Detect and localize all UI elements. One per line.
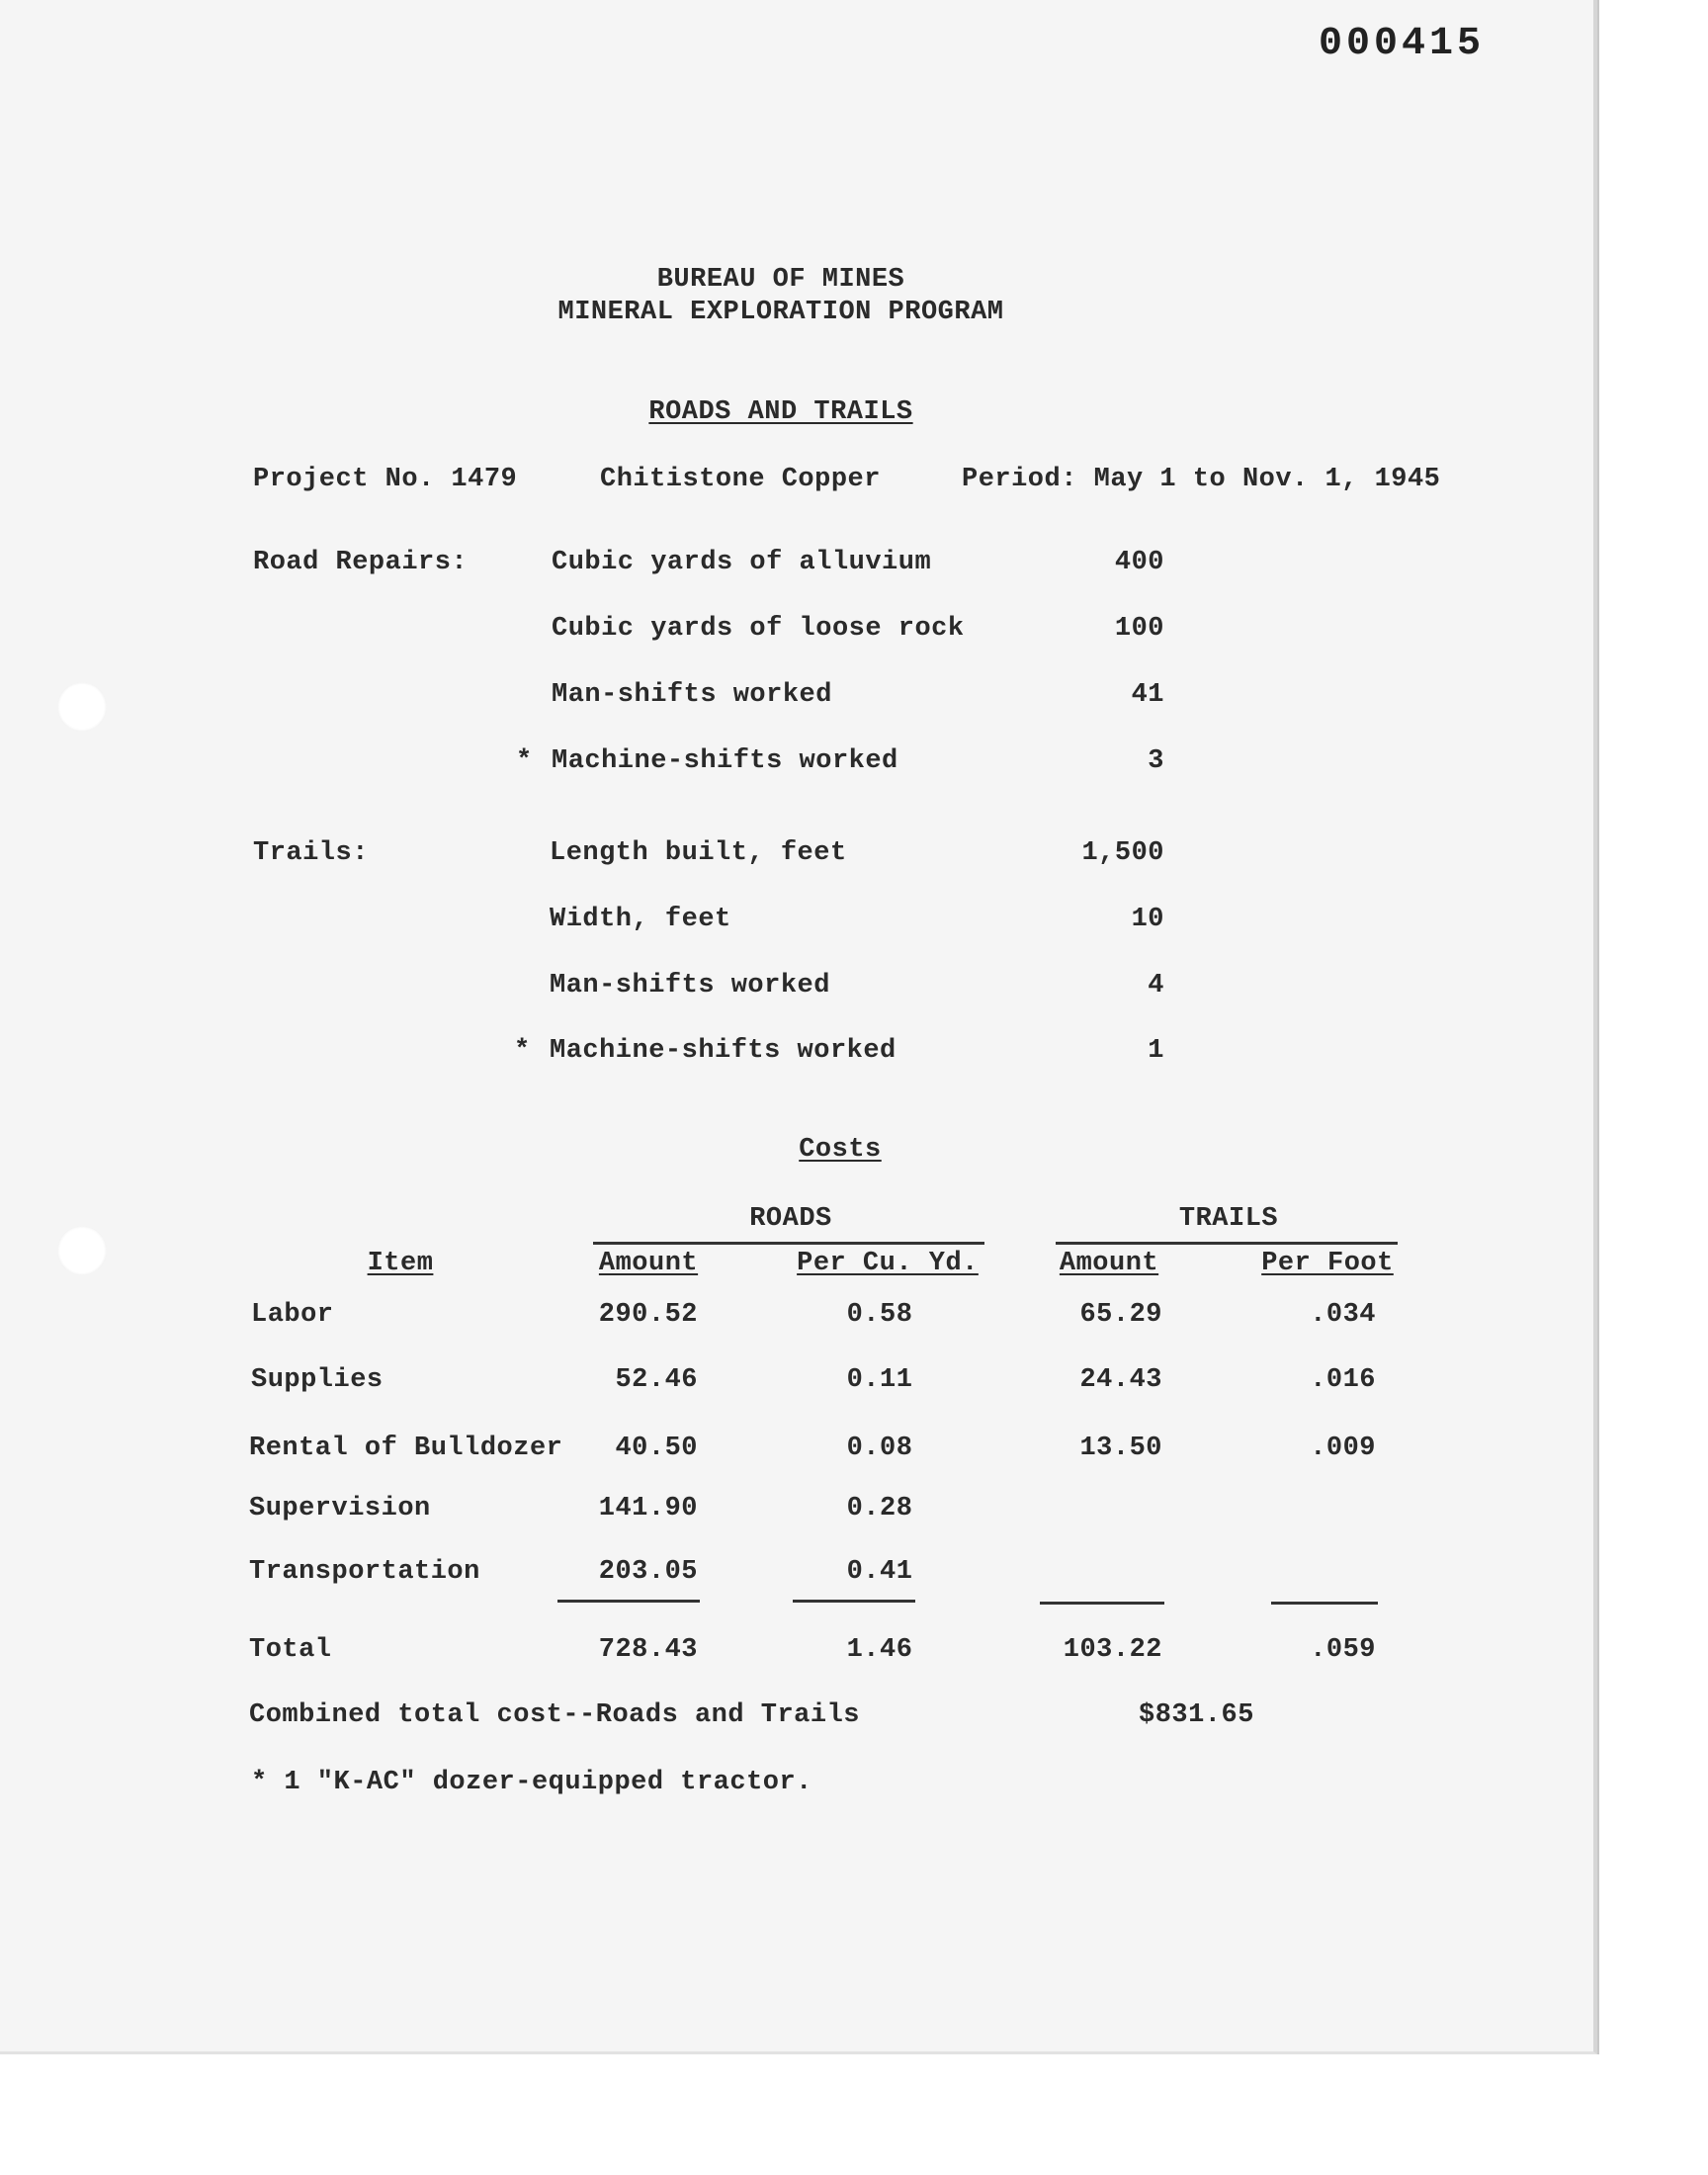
column-header-roads-per: Per Cu. Yd. bbox=[797, 1249, 979, 1278]
cell-item: Total bbox=[249, 1635, 332, 1665]
combined-total-value: $831.65 bbox=[1139, 1700, 1254, 1730]
road-repairs-label: Road Repairs: bbox=[253, 548, 469, 577]
trail-item-label: Man-shifts worked bbox=[550, 971, 830, 1000]
cell-roads-per: 0.28 bbox=[846, 1494, 913, 1523]
agency-heading: BUREAU OF MINES bbox=[656, 265, 905, 295]
cell-trails-amount: 24.43 bbox=[1079, 1365, 1162, 1395]
cell-trails-per: .034 bbox=[1310, 1300, 1376, 1330]
cell-roads-amount: 290.52 bbox=[598, 1300, 698, 1330]
cell-trails-amount: 103.22 bbox=[1063, 1635, 1162, 1665]
trails-group-header: TRAILS bbox=[1178, 1204, 1279, 1234]
cell-trails-per: .009 bbox=[1310, 1434, 1376, 1463]
trail-item-value: 10 bbox=[1131, 905, 1164, 934]
column-header-roads-amount: Amount bbox=[598, 1249, 699, 1278]
cell-trails-per: .016 bbox=[1310, 1365, 1376, 1395]
cell-roads-per: 0.11 bbox=[846, 1365, 913, 1395]
combined-total-label: Combined total cost--Roads and Trails bbox=[249, 1700, 860, 1730]
road-repair-item-label: Cubic yards of loose rock bbox=[552, 614, 965, 644]
punch-hole bbox=[57, 682, 107, 732]
trails-label: Trails: bbox=[253, 838, 369, 868]
column-header-trails-amount: Amount bbox=[1059, 1249, 1159, 1278]
road-repair-item-label: Machine-shifts worked bbox=[552, 746, 898, 776]
cell-roads-per: 0.08 bbox=[846, 1434, 913, 1463]
cell-roads-per: 0.58 bbox=[846, 1300, 913, 1330]
road-repair-item-label: Cubic yards of alluvium bbox=[552, 548, 932, 577]
project-number: Project No. 1479 bbox=[253, 465, 518, 494]
footnote: * 1 "K-AC" dozer-equipped tractor. bbox=[251, 1768, 812, 1797]
program-heading: MINERAL EXPLORATION PROGRAM bbox=[557, 298, 1004, 327]
cell-roads-amount: 728.43 bbox=[598, 1635, 698, 1665]
cell-roads-amount: 203.05 bbox=[598, 1557, 698, 1587]
cell-item: Rental of Bulldozer bbox=[249, 1434, 563, 1463]
road-repair-item-value: 3 bbox=[1148, 746, 1164, 776]
cell-trails-amount: 13.50 bbox=[1079, 1434, 1162, 1463]
page-title: ROADS AND TRAILS bbox=[648, 397, 913, 427]
punch-hole bbox=[57, 1226, 107, 1275]
road-repair-item-value: 41 bbox=[1131, 680, 1164, 710]
trail-item-label: Machine-shifts worked bbox=[550, 1036, 897, 1066]
roads-group-rule bbox=[593, 1242, 984, 1245]
costs-title: Costs bbox=[799, 1135, 882, 1165]
cell-trails-amount: 65.29 bbox=[1079, 1300, 1162, 1330]
subtotal-rule bbox=[1040, 1602, 1164, 1605]
trail-item-label: Length built, feet bbox=[550, 838, 847, 868]
column-header-item: Item bbox=[367, 1249, 434, 1278]
project-name: Chitistone Copper bbox=[600, 465, 881, 494]
trail-item-value: 1 bbox=[1148, 1036, 1164, 1066]
trails-group-rule bbox=[1056, 1242, 1398, 1245]
cell-roads-amount: 141.90 bbox=[598, 1494, 698, 1523]
cell-item: Supervision bbox=[249, 1494, 431, 1523]
cell-item: Transportation bbox=[249, 1557, 480, 1587]
document-stamp-number: 000415 bbox=[1319, 22, 1486, 66]
cell-roads-amount: 40.50 bbox=[615, 1434, 698, 1463]
road-repair-item-value: 400 bbox=[1114, 548, 1164, 577]
footnote-asterisk: * bbox=[514, 1036, 531, 1066]
subtotal-rule bbox=[557, 1600, 700, 1603]
cell-roads-per: 0.41 bbox=[846, 1557, 913, 1587]
project-period: Period: May 1 to Nov. 1, 1945 bbox=[962, 465, 1441, 494]
subtotal-rule bbox=[793, 1600, 915, 1603]
trail-item-value: 4 bbox=[1148, 971, 1164, 1000]
footnote-asterisk: * bbox=[516, 746, 533, 776]
column-header-trails-per: Per Foot bbox=[1261, 1249, 1394, 1278]
trail-item-label: Width, feet bbox=[550, 905, 731, 934]
road-repair-item-value: 100 bbox=[1114, 614, 1164, 644]
subtotal-rule bbox=[1271, 1602, 1378, 1605]
cell-item: Supplies bbox=[251, 1365, 384, 1395]
cell-roads-amount: 52.46 bbox=[615, 1365, 698, 1395]
cell-roads-per: 1.46 bbox=[846, 1635, 913, 1665]
road-repair-item-label: Man-shifts worked bbox=[552, 680, 832, 710]
cell-trails-per: .059 bbox=[1310, 1635, 1376, 1665]
trail-item-value: 1,500 bbox=[1081, 838, 1164, 868]
cell-item: Labor bbox=[251, 1300, 334, 1330]
roads-group-header: ROADS bbox=[749, 1204, 832, 1234]
